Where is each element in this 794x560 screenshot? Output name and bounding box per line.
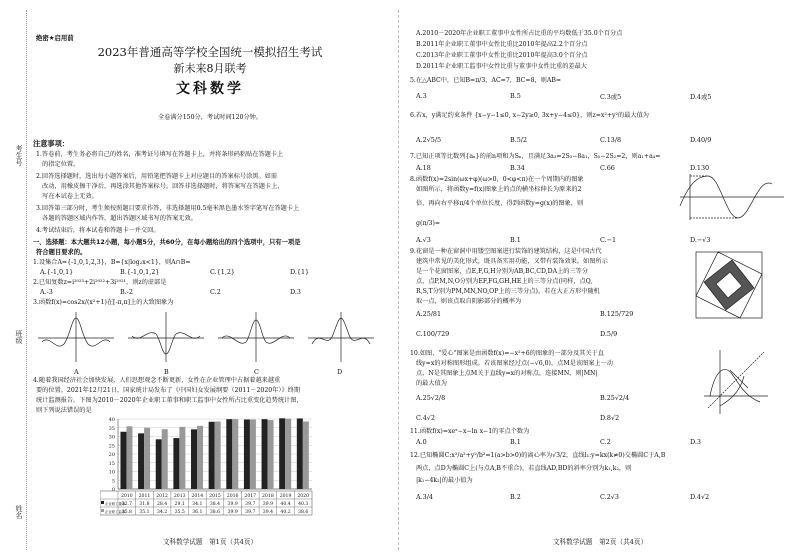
question-12-line1: 12.已知椭圆C:x²/a²+y²/b²=1(a>b>0)的离心率为√3/2，直线l₁:y=kx(k≠0)交椭圆C于A,B <box>410 452 666 459</box>
q10-option-c: C.4√2 <box>416 414 435 422</box>
q7-option-a: A.18 <box>416 164 431 172</box>
chart-x-tick-label: 2011 <box>138 494 151 499</box>
chart-data-label: 29.1 <box>174 502 185 507</box>
chart-data-label: 39.7 <box>245 510 256 515</box>
question-1: 1.设集合A={-1,0,1,2,3}，B={x|log₂x<1}，则A∩B= <box>33 259 191 266</box>
chart-bar <box>191 429 197 489</box>
question-9-line6: 取一点，则该点取自阴影部分的概率为 <box>416 298 522 305</box>
chart-legend-label: 企业职工董事 <box>105 502 126 506</box>
notice-line: 写在本试卷上无效。 <box>36 193 98 200</box>
chart-data-label: 39.7 <box>245 502 256 507</box>
exam-meta: 全卷满分150分，考试时间120分钟。 <box>157 114 263 121</box>
q9-option-a: A.25/81 <box>416 310 442 318</box>
chart-legend-swatch <box>101 501 104 504</box>
notice-line: 的指定位置。 <box>36 161 80 168</box>
chart-legend-label: 企业职工监事 <box>105 510 126 514</box>
q2-option-a: A.-3 <box>40 288 53 296</box>
q4-option-c: C.2013年企业职工董事中女性比重比2010年提高3.0个百分点 <box>416 52 588 59</box>
q6-option-a: A.2√5/5 <box>416 136 442 144</box>
chart-x-tick-label: 2012 <box>156 494 168 499</box>
question-6: 6.若x，y满足约束条件 {x−y−1≤0, x−2y≥0, 3x+y−4≤0}，则z=x²+y²的最大值为 <box>410 112 649 119</box>
q4-option-b: B.2011年企业职工董事中女性比重比2010年提高2.2个百分点 <box>416 41 588 48</box>
q8-option-d: D.−√3 <box>690 236 711 244</box>
q10-option-a: A.25√2/8 <box>416 394 446 402</box>
question-3: 3.函数f(x)=cos2x/(x²+1)在[-π,π]上的大致图象为 <box>33 299 174 306</box>
chart-bar <box>297 418 303 489</box>
chart-data-label: 40.2 <box>280 510 291 515</box>
section-one-heading-cont: 符合题目要求的。 <box>36 249 87 256</box>
chart-bar <box>179 427 185 489</box>
q6-option-d: D.40/9 <box>690 136 712 144</box>
question-11: 11.函数f(x)=xeˣ−x−ln x−1的零点个数为 <box>410 428 530 435</box>
secret-label: 绝密★启用前 <box>36 34 74 42</box>
chart-x-tick-label: 2016 <box>226 494 239 499</box>
chart-data-label: 36.1 <box>192 510 203 515</box>
chart-data-label: 35.8 <box>121 510 132 515</box>
chart-y-tick-label: 20 <box>108 452 115 458</box>
chart-bar <box>215 421 221 489</box>
female-ratio-bar-chart <box>100 415 315 523</box>
chart-data-label: 39.4 <box>262 510 274 515</box>
side-label-name: 姓名 <box>15 505 23 519</box>
q3-option-d: D <box>337 368 343 376</box>
q1-option-b: B.{-1,0,1,2} <box>120 268 160 276</box>
chart-data-label: 39.9 <box>262 502 274 507</box>
question-8-line4: g(π/3)= <box>416 220 441 227</box>
q6-option-c: C.13/8 <box>600 136 622 144</box>
question-4-line3: 统计监测报告。下图为2010－2020年企业职工董事和职工监事中女性所占比重变化趋势统计图， <box>36 397 303 404</box>
q8-sine-graph <box>676 172 786 222</box>
chart-x-tick-label: 2020 <box>297 494 310 499</box>
q2-option-d: D.3 <box>290 288 301 296</box>
q11-option-c: C.2 <box>600 438 611 446</box>
chart-data-label: 32.7 <box>121 502 132 507</box>
chart-x-tick-label: 2015 <box>209 494 221 499</box>
question-2: 2.已知复数z=i²⁰²³+2i²⁰²²+3i²⁰²¹，则z的虚部是 <box>33 279 167 286</box>
q3-option-c: C <box>254 368 259 376</box>
question-8-line1: 8.函数f(x)=2sin(ωx+φ)(ω>0，0<φ<π)在一个周期内的图象 <box>410 176 584 183</box>
page-divider <box>398 10 399 550</box>
chart-data-label: 35.1 <box>139 510 150 515</box>
chart-bar <box>226 419 232 489</box>
chart-bar <box>279 418 285 489</box>
chart-data-label: 40.3 <box>298 502 309 507</box>
chart-bar <box>138 433 144 489</box>
exam-title: 2023年普通高等学校全国统一模拟招生考试 <box>97 45 323 59</box>
chart-x-tick-label: 2018 <box>262 494 274 499</box>
q8-option-c: C.−1 <box>600 236 617 244</box>
notice-line: 2.回答选择题时，选出每小题答案后，用铅笔把答题卡上对应题目的答案标号涂黑。如需 <box>36 173 278 180</box>
chart-data-label: 31.8 <box>139 502 150 507</box>
chart-x-tick-label: 2013 <box>173 494 186 499</box>
chart-data-label: 39.9 <box>227 510 238 515</box>
question-8-line3: 倍，再向右平移π/4个单位长度，得到函数y=g(x)的图象，则 <box>416 200 584 207</box>
question-10-line4: 的最大值为 <box>416 380 447 387</box>
chart-bar <box>285 419 291 489</box>
chart-bar <box>173 438 179 489</box>
question-7: 7.已知正项等比数列{aₙ}的前n项和为Sₙ，且满足3a₃=2S₃−8a₁，S₅−2S₂=2，则a₁+a₄= <box>410 153 661 160</box>
chart-data-label: 38.4 <box>209 502 221 507</box>
q11-option-d: D.3 <box>690 438 701 446</box>
notice-line: 改动，用橡皮擦干净后，再选涂其他答案标号。回答非选择题时，将答案写在答题卡上， <box>36 183 284 190</box>
chart-legend-swatch <box>101 509 104 512</box>
chart-y-tick-label: 30 <box>108 434 115 441</box>
chart-x-tick-label: 2010 <box>120 494 133 499</box>
chart-y-tick-label: 0 <box>111 487 115 493</box>
notice-line: 各题的答题区域内作答，超出答题区域书写的答案无效。 <box>36 215 197 222</box>
chart-data-label: 34.1 <box>192 502 203 507</box>
chart-y-tick-label: 15 <box>108 460 115 467</box>
q7-option-c: C.66 <box>600 164 615 172</box>
chart-y-tick-label: 5 <box>111 478 115 485</box>
chart-bar <box>162 429 168 489</box>
chart-bar <box>144 428 150 489</box>
q12-option-c: C.2√3 <box>600 493 619 501</box>
binding-line <box>26 10 27 550</box>
chart-data-label: 28.4 <box>156 502 168 507</box>
chart-bar <box>268 420 274 489</box>
q8-option-b: B.1 <box>510 236 521 244</box>
chart-data-label: 35.5 <box>174 510 185 515</box>
q2-option-b: B.-2 <box>120 288 133 296</box>
side-label-class: 班级 <box>15 330 23 344</box>
q4-option-a: A.2010－2020年企业职工董事中女性所占比重的平均数低于35.0个百分点 <box>416 30 623 37</box>
chart-bar <box>232 419 238 489</box>
q2-option-c: C.2 <box>210 288 221 296</box>
notice-line: 3.回答第三部分时，考生须按照题目要求作答，非选择题用0.5毫米黑色墨水签字笔写在答题卡上 <box>36 205 300 212</box>
chart-bar <box>303 421 309 489</box>
q8-option-a: A.√3 <box>416 236 431 244</box>
q3-option-a: A <box>74 368 79 376</box>
chart-x-tick-label: 2019 <box>279 494 292 499</box>
notice-line: 1.答卷前，考生务必将自己的姓名，准考证号填写在答题卡上，并将条形码粘贴在答题卡上 <box>36 151 284 158</box>
right-page-footer: 文科数学试题 第2页（共4页） <box>552 538 648 546</box>
chart-bar <box>120 432 126 489</box>
left-page-footer: 文科数学试题 第1页（共4页） <box>162 538 258 546</box>
question-9-line3: 是一个花窗图案，点E,F,G,H分别为AB,BC,CD,DA上的三等分 <box>416 268 589 275</box>
chart-bar <box>197 426 203 489</box>
question-4-line1: 4.随着我国经济社会加快发展，人们思想观念不断更新，女性在企业管理中占据着越来越重 <box>33 377 281 384</box>
chart-y-tick-label: 35 <box>108 425 115 432</box>
q10-option-d: D.8√2 <box>600 414 620 422</box>
chart-bar <box>209 422 215 489</box>
q12-option-d: D.4√2 <box>690 493 710 501</box>
question-9-line2: 建筑中常见的美化形式，既具备实用功能，又带有装饰效果。如图所示 <box>416 258 608 265</box>
subject-title: 文科数学 <box>176 81 244 97</box>
question-10-line3: 点，N是其图象上点M关于直线y=x的对称点，连接MN，则|MN| <box>416 370 598 377</box>
q11-option-b: B.1 <box>510 438 521 446</box>
question-9-line4: 点，点P,M,N,O分别为EF,FG,GH,HE上的三等分点(同样，点Q, <box>416 278 593 285</box>
section-one-heading: 一、选择题：本大题共12小题，每小题5分，共60分，在每小题给出的四个选项中，只有一项是 <box>33 239 301 246</box>
exam-subtitle: 新未来8月联考 <box>173 62 247 75</box>
q1-option-c: C.{1,2} <box>210 268 235 276</box>
q5-option-c: C.3或5 <box>600 93 622 101</box>
chart-bar <box>156 439 162 489</box>
chart-bar <box>244 420 250 489</box>
question-4-line2: 要的位置。2021年12月21日，国家统计局发布了《中国妇女发展纲要（2011－2020年）》终期 <box>36 387 301 394</box>
notice-title: 注意事项： <box>33 139 69 148</box>
q12-option-a: A.3/4 <box>416 493 433 501</box>
chart-data-label: 39.9 <box>227 502 238 507</box>
question-9-line5: R,S,T分别为PM,MN,NO,OP上的三等分点)，若在大正方形中随机 <box>416 288 600 295</box>
chart-y-tick-label: 40 <box>108 417 115 423</box>
question-12-line3: |k₁−4k₂|的最小值为 <box>416 477 473 484</box>
q7-option-b: B.34 <box>510 164 525 172</box>
q3-option-b: B <box>164 368 169 376</box>
notice-line: 4.考试结束后，将本试卷和答题卡一并交回。 <box>36 227 160 234</box>
q12-option-b: B.2 <box>510 493 521 501</box>
q9-option-d: D.5/9 <box>600 330 618 338</box>
chart-data-label: 38.6 <box>209 510 221 515</box>
question-12-line2: 两点，点D为椭圆C上(与点A,B不重合)，若直线AD,BD的斜率分别为k₁,k₂，则 <box>416 465 632 472</box>
q5-option-a: A.3 <box>416 92 427 100</box>
chart-bar <box>262 419 268 489</box>
chart-bar <box>250 420 256 489</box>
chart-x-tick-label: 2014 <box>191 494 204 499</box>
q9-option-b: B.125/729 <box>600 310 634 318</box>
q9-window-figure <box>694 250 764 320</box>
q9-option-c: C.100/729 <box>416 330 450 338</box>
question-4-line4: 则下列说法错误的是 <box>36 407 92 414</box>
chart-bar <box>126 426 132 489</box>
q7-option-d: D.130 <box>690 164 710 172</box>
question-10-line1: 10.如图，"爱心"图案是由函数f(x)=−x²+6的图象的一部分及其关于直 <box>410 350 604 357</box>
q11-option-a: A.0 <box>416 438 427 446</box>
question-9-line1: 9.花窗是一种在窗洞中用镂空图案进行装饰的建筑结构，这是中国古代 <box>410 248 602 255</box>
side-label-candidate-number: 考生号 <box>15 145 23 166</box>
question-8-line2: 如图所示，将函数y=f(x)图象上的点的横坐标伸长为原来的2 <box>416 186 582 193</box>
question-10-line2: 线y=x的对称图形组成。若该图案经过点(−√6,0)，点M是该图案上一动 <box>416 360 613 367</box>
question-5: 5.在△ABC中，已知B=π/3，AC=7，BC=8，则AB= <box>410 77 562 84</box>
q1-option-a: A.{-1,0,1} <box>40 268 74 276</box>
q1-option-d: D.{1} <box>290 268 310 276</box>
q4-option-d: D.2011年企业职工监事中女性比重与董事中女性比重的差最大 <box>416 63 587 70</box>
chart-data-label: 34.2 <box>156 510 168 515</box>
q5-option-b: B.5 <box>510 92 521 100</box>
chart-y-tick-label: 25 <box>108 443 115 450</box>
q6-option-b: B.5/2 <box>510 136 528 144</box>
chart-data-label: 38.6 <box>298 510 309 515</box>
q10-option-b: B.25√2/4 <box>600 394 630 402</box>
q10-heart-figure <box>700 346 770 416</box>
q3-graphs <box>36 308 376 368</box>
q5-option-d: D.4或5 <box>690 93 712 101</box>
chart-x-tick-label: 2017 <box>244 494 257 499</box>
chart-y-tick-label: 10 <box>108 469 115 476</box>
chart-data-label: 40.4 <box>280 502 291 507</box>
